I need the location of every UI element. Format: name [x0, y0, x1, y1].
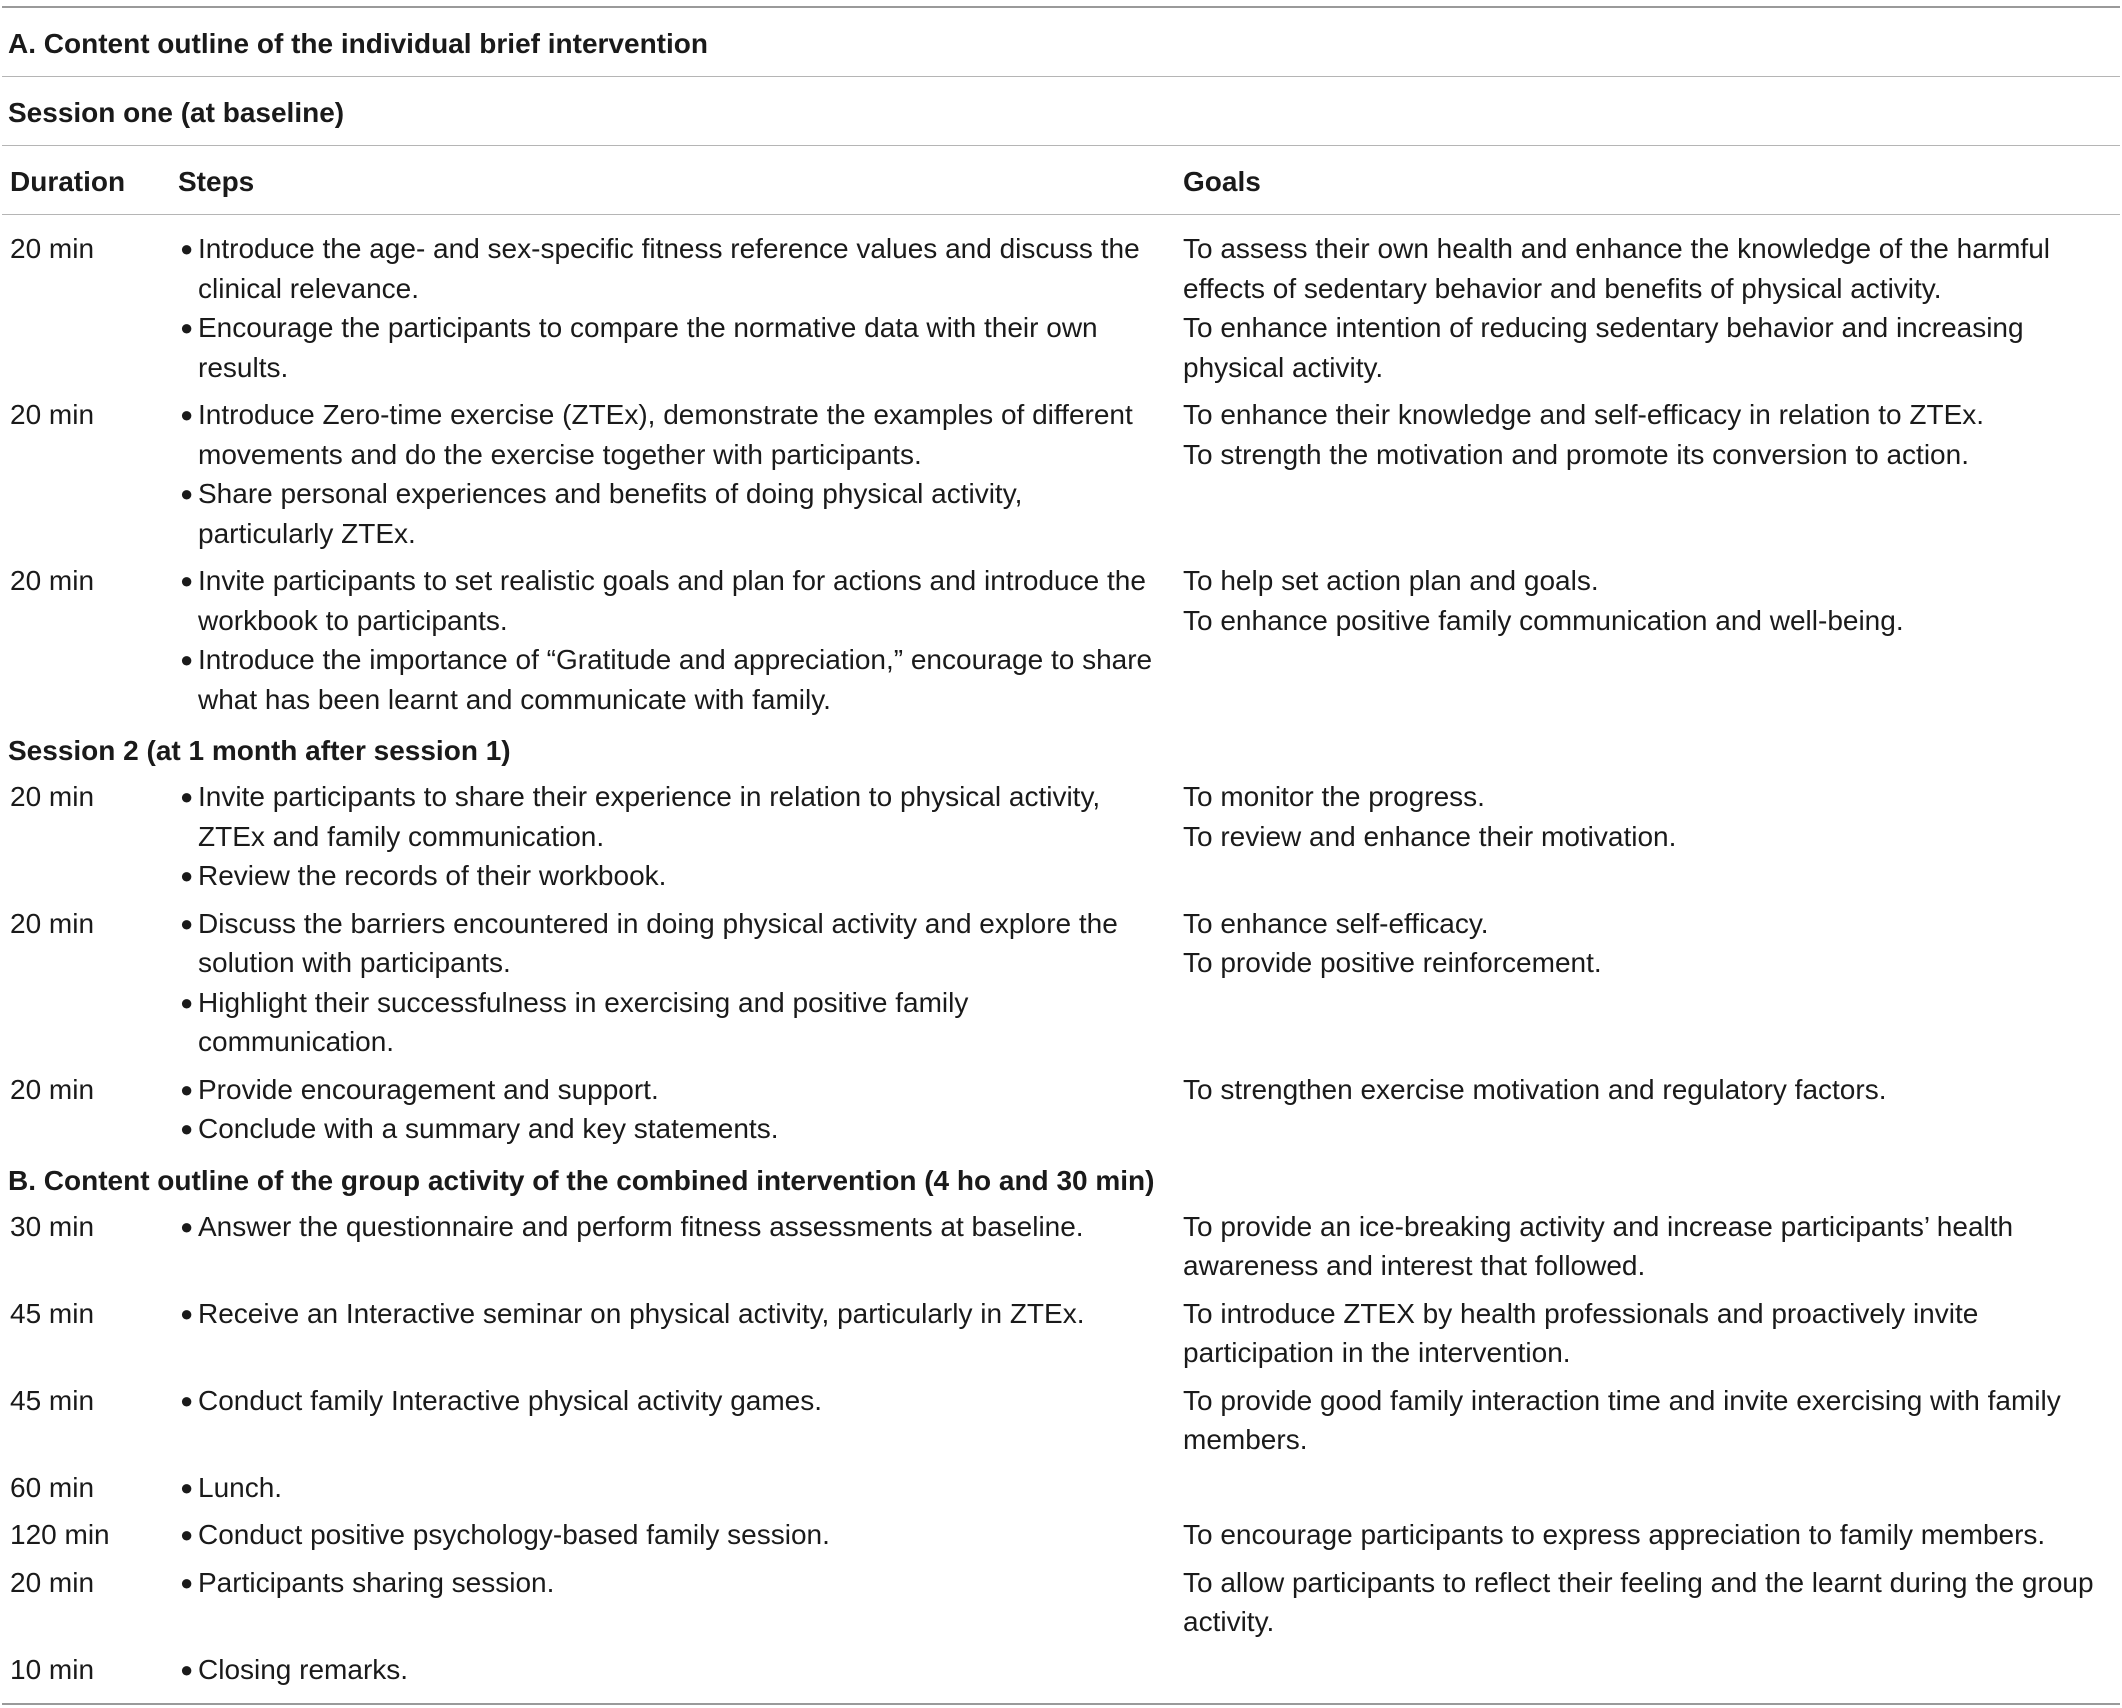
table-row [2, 1377, 2120, 1464]
goals-cell [1175, 777, 2120, 896]
steps-cell [170, 1381, 1175, 1460]
goals-cell [1175, 1650, 2120, 1690]
goals-cell [1175, 1070, 2120, 1149]
table-row [2, 773, 2120, 900]
goals-cell [1175, 1381, 2120, 1460]
bullet-icon: ● [180, 481, 194, 506]
bullet-icon: ● [180, 1522, 194, 1547]
goal-text: To strength the motivation and promote its conversion to action. [1183, 438, 1969, 470]
step-text: Invite participants to set realistic goals and plan for actions and introduce the workbook to participants. [198, 565, 1146, 636]
steps-cell [170, 561, 1175, 719]
bullet-icon: ● [180, 236, 194, 261]
goals-cell [1175, 1294, 2120, 1373]
bullet-icon: ● [180, 1116, 194, 1141]
goal-text: To enhance self-efficacy. [1183, 907, 1489, 939]
bullet-icon: ● [180, 863, 194, 888]
step-text: Introduce the importance of “Gratitude and appreciation,” encourage to share what has been learnt and communicate with family. [198, 644, 1153, 715]
duration-cell: 20 min [10, 1073, 95, 1105]
step-item [178, 1563, 1155, 1603]
bullet-icon: ● [180, 1387, 194, 1413]
steps-cell [170, 229, 1175, 387]
goal-text: To allow participants to reflect their feeling and the learnt during the group activity. [1183, 1566, 2094, 1637]
bullet-icon: ● [180, 1213, 194, 1239]
step-item [178, 1294, 1155, 1334]
step-text: Provide encouragement and support. [198, 1073, 659, 1105]
table-row [2, 900, 2120, 1066]
step-text: Closing remarks. [198, 1653, 409, 1685]
steps-cell [170, 1650, 1175, 1690]
goals-cell [1175, 1207, 2120, 1286]
step-item [178, 640, 1155, 719]
step-text: Conduct family Interactive physical activity games. [198, 1384, 823, 1416]
step-item [178, 777, 1155, 856]
goal-text: To introduce ZTEX by health professionals and proactively invite participation in the intervention. [1183, 1297, 1979, 1368]
bullet-icon: ● [180, 1474, 194, 1500]
table-row [2, 391, 2120, 557]
step-item [178, 308, 1155, 387]
duration-cell: 30 min [10, 1210, 95, 1242]
duration-cell: 20 min [10, 907, 95, 939]
duration-cell: 20 min [10, 1566, 95, 1598]
goals-cell [1175, 561, 2120, 719]
step-text: Conclude with a summary and key statements. [198, 1113, 779, 1144]
step-text: Answer the questionnaire and perform fitness assessments at baseline. [198, 1210, 1084, 1242]
bullet-icon: ● [180, 568, 194, 593]
duration-cell: 20 min [10, 399, 95, 430]
step-item [178, 1381, 1155, 1421]
bullet-icon: ● [180, 402, 194, 427]
table-row [2, 1511, 2120, 1559]
duration-cell: 20 min [10, 781, 95, 812]
session1-rows [2, 215, 2120, 723]
steps-cell [170, 1515, 1175, 1555]
step-text: Review the records of their workbook. [198, 860, 667, 891]
bullet-icon: ● [180, 1569, 194, 1595]
step-item [178, 1515, 1155, 1555]
step-item [178, 1109, 1155, 1149]
table-row [2, 1203, 2120, 1290]
step-item [178, 1468, 1155, 1508]
goal-text: To enhance intention of reducing sedentary behavior and increasing physical activity. [1183, 312, 2024, 383]
duration-cell: 60 min [10, 1471, 95, 1503]
step-item [178, 904, 1155, 983]
table-row [2, 1066, 2120, 1153]
goals-cell [1175, 1515, 2120, 1555]
step-text: Discuss the barriers encountered in doing physical activity and explore the solution with participants. [198, 907, 1118, 978]
goal-text: To assess their own health and enhance the knowledge of the harmful effects of sedentary behavior and benefits of physical activity. [1183, 233, 2051, 304]
steps-cell [170, 904, 1175, 1062]
bullet-icon: ● [180, 784, 194, 809]
steps-cell [170, 777, 1175, 896]
bullet-icon: ● [180, 910, 194, 936]
steps-cell [170, 395, 1175, 553]
section-b-title: B. Content outline of the group activity of the combined intervention (4 ho and 30 min) [8, 1164, 1155, 1196]
step-item [178, 561, 1155, 640]
goals-cell [1175, 229, 2120, 387]
step-text: Lunch. [198, 1471, 283, 1503]
bottom-rule [2, 1703, 2120, 1705]
duration-cell: 20 min [10, 565, 95, 596]
steps-cell [170, 1468, 1175, 1508]
goals-cell [1175, 904, 2120, 1062]
goals-cell [1175, 1563, 2120, 1642]
goal-text: To review and enhance their motivation. [1183, 820, 1677, 852]
step-item [178, 856, 1155, 896]
session1-title: Session one (at baseline) [8, 97, 345, 128]
step-item [178, 1650, 1155, 1690]
goal-text: To provide positive reinforcement. [1183, 947, 1602, 978]
step-item [178, 474, 1155, 553]
step-text: Highlight their successfulness in exercising and positive family communication. [198, 986, 969, 1057]
step-text: Introduce the age- and sex-specific fitness reference values and discuss the clinical relevance. [198, 233, 1140, 304]
goal-text: To encourage participants to express appreciation to family members. [1183, 1519, 2046, 1550]
duration-header: Duration [10, 166, 126, 197]
step-text: Participants sharing session. [198, 1566, 555, 1598]
table-row [2, 1290, 2120, 1377]
table-row [2, 1464, 2120, 1512]
duration-cell: 120 min [10, 1519, 110, 1550]
steps-cell [170, 1294, 1175, 1373]
bullet-icon: ● [180, 315, 194, 340]
duration-cell: 45 min [10, 1384, 95, 1416]
duration-cell: 45 min [10, 1297, 95, 1329]
section-a-title: A. Content outline of the individual brief intervention [8, 28, 708, 59]
step-item [178, 395, 1155, 474]
session2-rows [2, 773, 2120, 1153]
goal-text: To provide good family interaction time and invite exercising with family members. [1183, 1384, 2061, 1455]
bullet-icon: ● [180, 1656, 194, 1682]
bullet-icon: ● [180, 647, 194, 672]
goals-header: Goals [1183, 166, 1261, 197]
goals-cell [1175, 1468, 2120, 1508]
step-item [178, 983, 1155, 1062]
bullet-icon: ● [180, 1076, 194, 1102]
step-text: Conduct positive psychology-based family session. [198, 1519, 830, 1550]
goal-text: To strengthen exercise motivation and regulatory factors. [1183, 1073, 1887, 1105]
table-row [2, 557, 2120, 723]
goal-text: To help set action plan and goals. [1183, 565, 1599, 596]
steps-header: Steps [178, 166, 255, 197]
steps-cell [170, 1563, 1175, 1642]
step-text: Receive an Interactive seminar on physical activity, particularly in ZTEx. [198, 1297, 1085, 1329]
bullet-icon: ● [180, 989, 194, 1015]
step-item [178, 1070, 1155, 1110]
goal-text: To enhance positive family communication and well-being. [1183, 604, 1904, 636]
goal-text: To provide an ice-breaking activity and increase participants’ health awareness and interest that followed. [1183, 1210, 2014, 1281]
group-rows [2, 1203, 2120, 1694]
steps-cell [170, 1070, 1175, 1149]
duration-cell: 20 min [10, 233, 95, 264]
session2-title: Session 2 (at 1 month after session 1) [8, 735, 511, 766]
bullet-icon: ● [180, 1300, 194, 1326]
steps-cell [170, 1207, 1175, 1286]
step-text: Introduce Zero-time exercise (ZTEx), demonstrate the examples of different movements and do the exercise together with participants. [198, 399, 1133, 470]
goal-text: To monitor the progress. [1183, 781, 1485, 812]
goals-cell [1175, 395, 2120, 553]
step-item [178, 1207, 1155, 1247]
duration-cell: 10 min [10, 1653, 95, 1685]
step-text: Invite participants to share their experience in relation to physical activity, ZTEx and family communication. [198, 781, 1101, 852]
step-text: Encourage the participants to compare the normative data with their own results. [198, 312, 1098, 383]
table-row [2, 1559, 2120, 1646]
step-text: Share personal experiences and benefits of doing physical activity, particularly ZTEx. [198, 478, 1023, 549]
table-row [2, 215, 2120, 391]
table-row [2, 1646, 2120, 1694]
step-item [178, 229, 1155, 308]
goal-text: To enhance their knowledge and self-efficacy in relation to ZTEx. [1183, 399, 1985, 430]
column-headers [2, 146, 2120, 214]
